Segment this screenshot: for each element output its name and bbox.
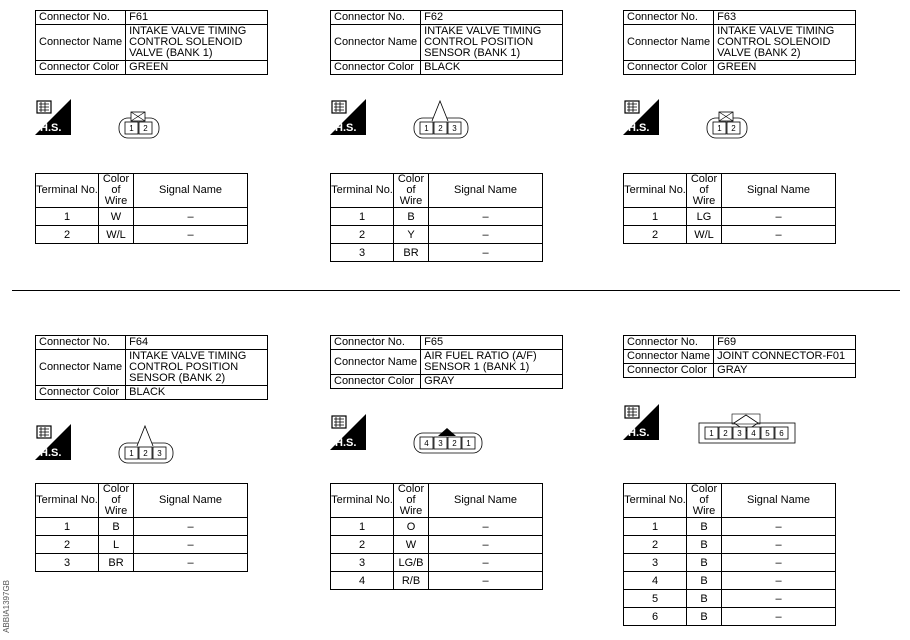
table-row bbox=[624, 554, 836, 572]
hs-label: H.S. bbox=[335, 437, 357, 449]
key-connector-no: Connector No. bbox=[36, 336, 126, 350]
key-connector-color: Connector Color bbox=[36, 386, 126, 400]
wire-color: R/B bbox=[394, 572, 429, 590]
terminal-no: 2 bbox=[624, 226, 687, 244]
connector-face-icon bbox=[410, 97, 470, 146]
signal-name: – bbox=[722, 208, 836, 226]
pin-label: 6 bbox=[779, 429, 784, 438]
table-row bbox=[331, 226, 543, 244]
wire-color: LG bbox=[687, 208, 722, 226]
table-row bbox=[624, 226, 836, 244]
wire-color: B bbox=[687, 518, 722, 536]
table-row bbox=[331, 554, 543, 572]
signal-name: – bbox=[722, 226, 836, 244]
table-row bbox=[36, 518, 248, 536]
key-connector-color: Connector Color bbox=[331, 375, 421, 389]
connector-name: INTAKE VALVE TIMING CONTROL POSITION SENSOR (BANK 1) bbox=[421, 25, 563, 61]
signal-name: – bbox=[429, 536, 543, 554]
pin-label: 3 bbox=[157, 449, 162, 458]
terminal-table-F63 bbox=[623, 173, 836, 244]
connector-no: F62 bbox=[421, 11, 563, 25]
header-signal: Signal Name bbox=[429, 484, 543, 518]
header-color: Color of Wire bbox=[687, 484, 722, 518]
table-row bbox=[331, 208, 543, 226]
terminal-no: 1 bbox=[36, 518, 99, 536]
header-terminal: Terminal No. bbox=[624, 174, 687, 208]
terminal-table-F65 bbox=[330, 483, 543, 590]
pin-label: 4 bbox=[424, 439, 429, 448]
key-connector-name: Connector Name bbox=[36, 350, 126, 386]
wire-color: B bbox=[687, 608, 722, 626]
terminal-table-F61 bbox=[35, 173, 248, 244]
table-row bbox=[36, 208, 248, 226]
pin-label: 1 bbox=[129, 449, 134, 458]
pin-label: 1 bbox=[717, 124, 722, 133]
pin-label: 2 bbox=[143, 124, 148, 133]
key-connector-name: Connector Name bbox=[624, 350, 714, 364]
signal-name: – bbox=[134, 226, 248, 244]
pin-label: 1 bbox=[466, 439, 471, 448]
terminal-no: 2 bbox=[36, 536, 99, 554]
terminal-no: 2 bbox=[331, 226, 394, 244]
connector-no: F63 bbox=[714, 11, 856, 25]
connector-name: AIR FUEL RATIO (A/F) SENSOR 1 (BANK 1) bbox=[421, 350, 563, 375]
hs-label: H.S. bbox=[40, 447, 62, 459]
header-terminal: Terminal No. bbox=[36, 174, 99, 208]
hs-label: H.S. bbox=[335, 122, 357, 134]
connector-info-F62 bbox=[330, 10, 563, 75]
terminal-no: 1 bbox=[36, 208, 99, 226]
connector-face-icon bbox=[695, 402, 797, 451]
wire-color: B bbox=[99, 518, 134, 536]
signal-name: – bbox=[429, 244, 543, 262]
connector-color: GREEN bbox=[126, 61, 268, 75]
table-row bbox=[624, 608, 836, 626]
pin-label: 1 bbox=[129, 124, 134, 133]
pin-label: 3 bbox=[452, 124, 457, 133]
signal-name: – bbox=[134, 554, 248, 572]
harness-side-icon bbox=[35, 424, 71, 460]
connector-name: INTAKE VALVE TIMING CONTROL POSITION SENSOR (BANK 2) bbox=[126, 350, 268, 386]
header-color: Color of Wire bbox=[394, 484, 429, 518]
wire-color: L bbox=[99, 536, 134, 554]
table-row bbox=[36, 554, 248, 572]
connector-color: GRAY bbox=[421, 375, 563, 389]
table-row bbox=[36, 226, 248, 244]
wire-color: LG/B bbox=[394, 554, 429, 572]
connector-info-F61 bbox=[35, 10, 268, 75]
terminal-no: 3 bbox=[36, 554, 99, 572]
terminal-no: 1 bbox=[331, 208, 394, 226]
signal-name: – bbox=[722, 608, 836, 626]
table-row bbox=[624, 518, 836, 536]
hs-label: H.S. bbox=[628, 427, 650, 439]
connector-face-icon bbox=[703, 97, 749, 146]
wire-color: Y bbox=[394, 226, 429, 244]
key-connector-color: Connector Color bbox=[36, 61, 126, 75]
wire-color: B bbox=[687, 572, 722, 590]
terminal-no: 3 bbox=[331, 244, 394, 262]
terminal-no: 6 bbox=[624, 608, 687, 626]
table-row bbox=[624, 208, 836, 226]
harness-side-icon bbox=[623, 404, 659, 440]
signal-name: – bbox=[429, 226, 543, 244]
table-row bbox=[624, 536, 836, 554]
wire-color: W bbox=[394, 536, 429, 554]
wire-color: W bbox=[99, 208, 134, 226]
header-terminal: Terminal No. bbox=[36, 484, 99, 518]
pin-label: 2 bbox=[452, 439, 457, 448]
terminal-no: 2 bbox=[331, 536, 394, 554]
header-color: Color of Wire bbox=[687, 174, 722, 208]
terminal-table-F62 bbox=[330, 173, 543, 262]
header-signal: Signal Name bbox=[134, 174, 248, 208]
wire-color: O bbox=[394, 518, 429, 536]
signal-name: – bbox=[134, 208, 248, 226]
terminal-no: 1 bbox=[331, 518, 394, 536]
signal-name: – bbox=[429, 572, 543, 590]
terminal-no: 1 bbox=[624, 518, 687, 536]
key-connector-no: Connector No. bbox=[331, 336, 421, 350]
pin-label: 3 bbox=[737, 429, 742, 438]
terminal-no: 2 bbox=[624, 536, 687, 554]
signal-name: – bbox=[429, 208, 543, 226]
pin-label: 2 bbox=[143, 449, 148, 458]
terminal-table-F69 bbox=[623, 483, 836, 626]
connector-color: GREEN bbox=[714, 61, 856, 75]
harness-side-icon bbox=[623, 99, 659, 135]
connector-color: BLACK bbox=[126, 386, 268, 400]
header-signal: Signal Name bbox=[722, 174, 836, 208]
connector-name: JOINT CONNECTOR-F01 bbox=[714, 350, 856, 364]
connector-info-F63 bbox=[623, 10, 856, 75]
terminal-no: 3 bbox=[624, 554, 687, 572]
pin-label: 2 bbox=[723, 429, 728, 438]
header-color: Color of Wire bbox=[99, 174, 134, 208]
harness-side-icon bbox=[330, 99, 366, 135]
table-row bbox=[36, 536, 248, 554]
table-row bbox=[331, 244, 543, 262]
wire-color: BR bbox=[99, 554, 134, 572]
hs-label: H.S. bbox=[40, 122, 62, 134]
signal-name: – bbox=[134, 536, 248, 554]
signal-name: – bbox=[429, 518, 543, 536]
header-signal: Signal Name bbox=[722, 484, 836, 518]
table-row bbox=[331, 572, 543, 590]
section-divider bbox=[12, 290, 900, 291]
wire-color: BR bbox=[394, 244, 429, 262]
key-connector-no: Connector No. bbox=[624, 336, 714, 350]
pin-label: 5 bbox=[765, 429, 770, 438]
table-row bbox=[624, 590, 836, 608]
key-connector-color: Connector Color bbox=[331, 61, 421, 75]
key-connector-no: Connector No. bbox=[331, 11, 421, 25]
connector-color: GRAY bbox=[714, 364, 856, 378]
signal-name: – bbox=[134, 518, 248, 536]
header-terminal: Terminal No. bbox=[624, 484, 687, 518]
terminal-no: 5 bbox=[624, 590, 687, 608]
harness-side-icon bbox=[330, 414, 366, 450]
terminal-no: 2 bbox=[36, 226, 99, 244]
key-connector-color: Connector Color bbox=[624, 364, 714, 378]
connector-name: INTAKE VALVE TIMING CONTROL SOLENOID VALVE (BANK 1) bbox=[126, 25, 268, 61]
table-row bbox=[331, 518, 543, 536]
figure-code: ABBIA1397GB bbox=[2, 580, 11, 633]
hs-label: H.S. bbox=[628, 122, 650, 134]
connector-no: F69 bbox=[714, 336, 856, 350]
key-connector-name: Connector Name bbox=[36, 25, 126, 61]
table-row bbox=[331, 536, 543, 554]
key-connector-no: Connector No. bbox=[624, 11, 714, 25]
signal-name: – bbox=[722, 572, 836, 590]
connector-name: INTAKE VALVE TIMING CONTROL SOLENOID VALVE (BANK 2) bbox=[714, 25, 856, 61]
wire-color: B bbox=[394, 208, 429, 226]
pin-label: 2 bbox=[438, 124, 443, 133]
terminal-table-F64 bbox=[35, 483, 248, 572]
connector-info-F64 bbox=[35, 335, 268, 400]
pin-label: 1 bbox=[709, 429, 714, 438]
signal-name: – bbox=[722, 518, 836, 536]
key-connector-no: Connector No. bbox=[36, 11, 126, 25]
header-signal: Signal Name bbox=[429, 174, 543, 208]
table-row bbox=[624, 572, 836, 590]
signal-name: – bbox=[722, 554, 836, 572]
connector-face-icon bbox=[115, 422, 175, 471]
connector-no: F64 bbox=[126, 336, 268, 350]
connector-no: F61 bbox=[126, 11, 268, 25]
header-signal: Signal Name bbox=[134, 484, 248, 518]
connector-color: BLACK bbox=[421, 61, 563, 75]
pin-label: 1 bbox=[424, 124, 429, 133]
header-color: Color of Wire bbox=[394, 174, 429, 208]
pin-label: 4 bbox=[751, 429, 756, 438]
connector-no: F65 bbox=[421, 336, 563, 350]
wire-color: B bbox=[687, 536, 722, 554]
wire-color: W/L bbox=[99, 226, 134, 244]
key-connector-name: Connector Name bbox=[331, 350, 421, 375]
terminal-no: 4 bbox=[624, 572, 687, 590]
connector-info-F65 bbox=[330, 335, 563, 389]
header-terminal: Terminal No. bbox=[331, 174, 394, 208]
wire-color: B bbox=[687, 590, 722, 608]
terminal-no: 3 bbox=[331, 554, 394, 572]
signal-name: – bbox=[429, 554, 543, 572]
signal-name: – bbox=[722, 536, 836, 554]
connector-face-icon bbox=[410, 412, 484, 461]
terminal-no: 4 bbox=[331, 572, 394, 590]
connector-face-icon bbox=[115, 97, 161, 146]
wire-color: W/L bbox=[687, 226, 722, 244]
key-connector-name: Connector Name bbox=[331, 25, 421, 61]
header-color: Color of Wire bbox=[99, 484, 134, 518]
harness-side-icon bbox=[35, 99, 71, 135]
pin-label: 2 bbox=[731, 124, 736, 133]
connector-info-F69 bbox=[623, 335, 856, 378]
signal-name: – bbox=[722, 590, 836, 608]
header-terminal: Terminal No. bbox=[331, 484, 394, 518]
key-connector-name: Connector Name bbox=[624, 25, 714, 61]
wire-color: B bbox=[687, 554, 722, 572]
key-connector-color: Connector Color bbox=[624, 61, 714, 75]
pin-label: 3 bbox=[438, 439, 443, 448]
terminal-no: 1 bbox=[624, 208, 687, 226]
